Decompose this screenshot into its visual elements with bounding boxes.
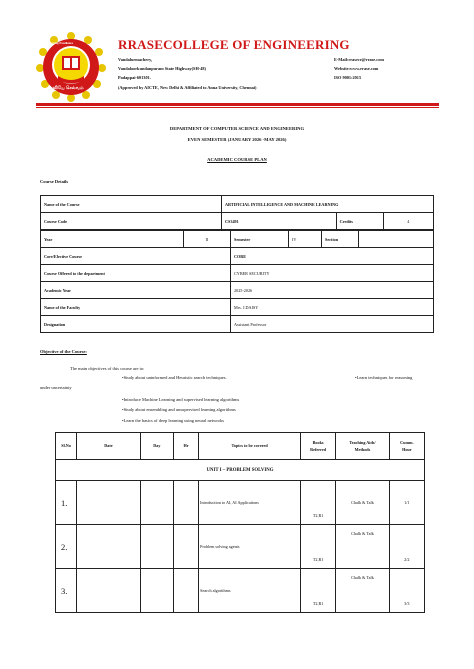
semester-label: Semester [231,231,289,248]
objectives-intro: The main objectives of this course are to: [70,366,145,371]
aids-cell: Chalk & Talk [336,525,389,569]
header-rule-thin [36,107,439,108]
core-label: Core/Elective Course [41,248,231,265]
core-value: CORE [231,248,434,265]
plan-title: ACADEMIC COURSE PLAN [207,157,267,162]
course-code-label: Course Code [41,213,222,230]
books-cell: T2,R1 [300,481,335,525]
table-row [56,481,425,525]
hr-cell [173,481,198,525]
topic-cell: Search algorithms [199,569,301,613]
day-cell [140,569,173,613]
day-cell [140,481,173,525]
logo-top-text: Pursuing Excellence [47,41,73,45]
cumm-header-line: Cumm. [400,439,414,445]
credits-value: 4 [383,213,433,230]
logo-tamil-text: கல்வியே செல்வம் [46,85,84,90]
table-row [41,299,434,316]
website-text: Website:www.rrase.com [334,66,379,71]
col-books [300,433,335,460]
col-topics: Topics to be covered [199,433,301,460]
email-text: E-Mail:rrasece@rrase.com [334,57,384,62]
address-line-2: Vandaloorkundanpuram State Highway(SH-48) [118,66,206,71]
unit-title: UNIT I – PROBLEM SOLVING [56,460,425,481]
objective-item: •Learn techniques for reasoning [355,375,413,380]
faculty-value: Mrs. J.DAISY [231,299,434,316]
section-label: Section [322,231,359,248]
sl-cell: 1. [56,481,77,525]
semester-value: IV [289,231,322,248]
address-line-1: Vandalurmachery, [118,57,153,62]
course-name-label: Name of the Course [41,196,222,213]
sl-cell: 2. [56,525,77,569]
course-year-table [40,230,434,333]
cumm-header-line: Hour [402,447,412,452]
topic-cell: Introduction to AI, AI Applications [199,481,301,525]
day-cell [140,525,173,569]
cumm-cell: 3/3 [389,569,424,613]
iso-text: ISO 9001:2015 [334,75,362,80]
col-slno: Sl.No [56,433,77,460]
table-row [41,282,434,299]
date-cell [77,525,141,569]
academic-year-label: Academic Year [41,282,231,299]
department-title: DEPARTMENT OF COMPUTER SCIENCE AND ENGINEERING [169,126,305,131]
cumm-cell: 2/2 [389,525,424,569]
hr-cell [173,525,198,569]
approval-text: (Approved by AICTE, New Delhi & Affiliated to Anna University, Chennai) [118,85,257,90]
course-details-table [40,195,434,230]
address-line-3: Padappai-601301. [118,75,151,80]
table-row [41,213,434,230]
table-row [41,248,434,265]
date-cell [77,481,141,525]
col-aids [336,433,389,460]
objective-item: under uncertainty [40,385,72,390]
offered-value: CYBER SECURITY [231,265,434,282]
objective-item: •Introduce Machine Learning and supervised learning algorithms [122,397,240,402]
year-label: Year [41,231,184,248]
plan-header-row [56,433,425,460]
table-row [56,569,425,613]
aids-cell: Chalk & Talk [336,481,389,525]
academic-year-value: 2025-2026 [231,282,434,299]
topic-cell: Problem solving agents [199,525,301,569]
sl-cell: 3. [56,569,77,613]
header-rule [36,103,439,106]
col-cumm [389,433,424,460]
credits-label: Credits [336,213,383,230]
hr-cell [173,569,198,613]
college-name: RRASECOLLEGE OF ENGINEERING [118,37,350,52]
table-row [56,525,425,569]
year-value: II [184,231,231,248]
course-plan-table [55,432,425,613]
cumm-cell: 1/1 [389,481,424,525]
aids-cell: Chalk & Talk [336,569,389,613]
table-row [41,265,434,282]
col-date: Date [77,433,141,460]
objective-item: •Learn the basics of deep learning using neural networks [122,418,225,423]
books-cell: T2,R1 [300,525,335,569]
course-details-label: Course Details [40,179,69,184]
books-header-line: Books [312,439,324,445]
objective-item: •Study about ensembling and unsupervised learning algorithms [122,407,236,412]
date-cell [77,569,141,613]
designation-value: Assistant Professor [231,316,434,333]
books-cell: T2,R1 [300,569,335,613]
table-row [41,316,434,333]
books-header-line: Referred [310,447,327,452]
section-value [359,231,434,248]
course-code-value: CS3491 [222,213,337,230]
semester-title: EVEN SEMESTER (JANUARY 2026 -MAY 2026) [187,137,287,142]
unit-row [56,460,425,481]
table-row [41,231,434,248]
table-row [41,196,434,213]
objective-item: •Study about uninformed and Heuristic search techniques. [122,375,227,380]
col-hr: Hr [173,433,198,460]
course-name-value: ARTIFICIAL INTELLIGENCE AND MACHINE LEARNING [222,196,434,213]
col-day: Day [140,433,173,460]
offered-label: Course Offered to the department [41,265,231,282]
designation-label: Designation [41,316,231,333]
aids-header-line: Methods [354,447,371,452]
aids-header-line: Teaching Aids/ [349,439,376,445]
objectives-heading: Objective of the Course: [40,349,87,354]
faculty-label: Name of the Faculty [41,299,231,316]
